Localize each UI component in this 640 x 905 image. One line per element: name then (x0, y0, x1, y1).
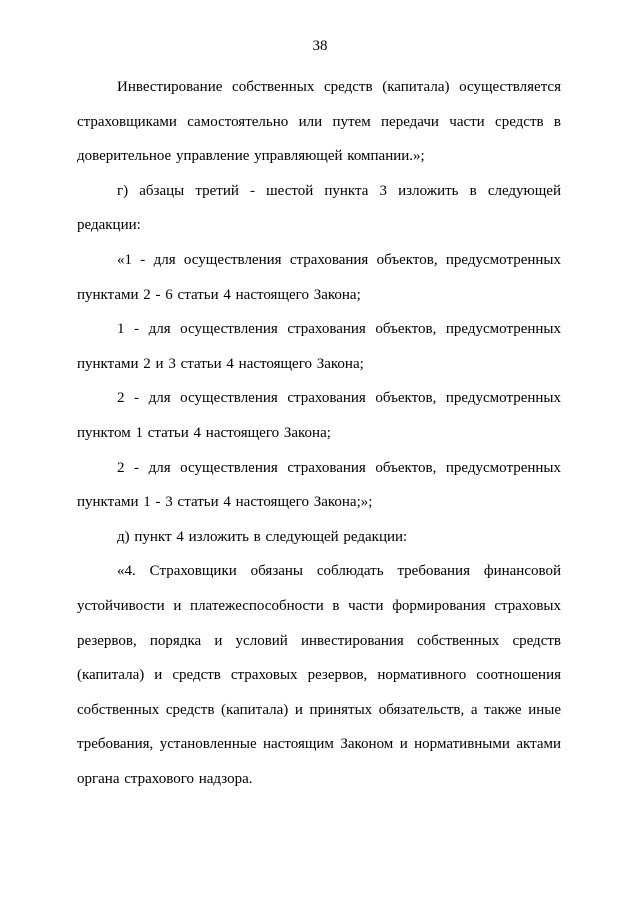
paragraph-requirements: «4. Страховщики обязаны соблюдать требования финансовой устойчивости и платежеспособности в части формирования страховых резервов, порядка и условий инвестирования собственных средств (капитала) и средств страховых резервов, нормативного соотношения собственных средств (капитала) и принятых обязательств, а также иные требования, установленные настоящим Законом и нормативными актами органа страхового надзора. (77, 563, 561, 787)
paragraph-quote-1-2-6: «1 - для осуществления страхования объектов, предусмотренных пунктами 2 - 6 статьи 4 настоящего Закона; (77, 251, 561, 303)
paragraph-2-1-3: 2 - для осуществления страхования объектов, предусмотренных пунктами 1 - 3 статьи 4 настоящего Закона;»; (77, 459, 561, 511)
page-number: 38 (312, 38, 328, 54)
document-body (77, 70, 561, 796)
paragraph-item-d: д) пункт 4 изложить в следующей редакции: (117, 528, 408, 545)
paragraph-item-g: г) абзацы третий - шестой пункта 3 изложить в следующей редакции: (77, 182, 561, 234)
paragraph-2-1: 2 - для осуществления страхования объектов, предусмотренных пунктом 1 статьи 4 настоящего Закона; (77, 390, 561, 441)
paragraph-1-2-3: 1 - для осуществления страхования объектов, предусмотренных пунктами 2 и 3 статьи 4 настоящего Закона; (77, 321, 561, 372)
paragraph-investment: Инвестирование собственных средств (капитала) осуществляется страховщиками самостоятельно или путем передачи части средств в доверительное управление управляющей компании.»; (77, 79, 561, 165)
